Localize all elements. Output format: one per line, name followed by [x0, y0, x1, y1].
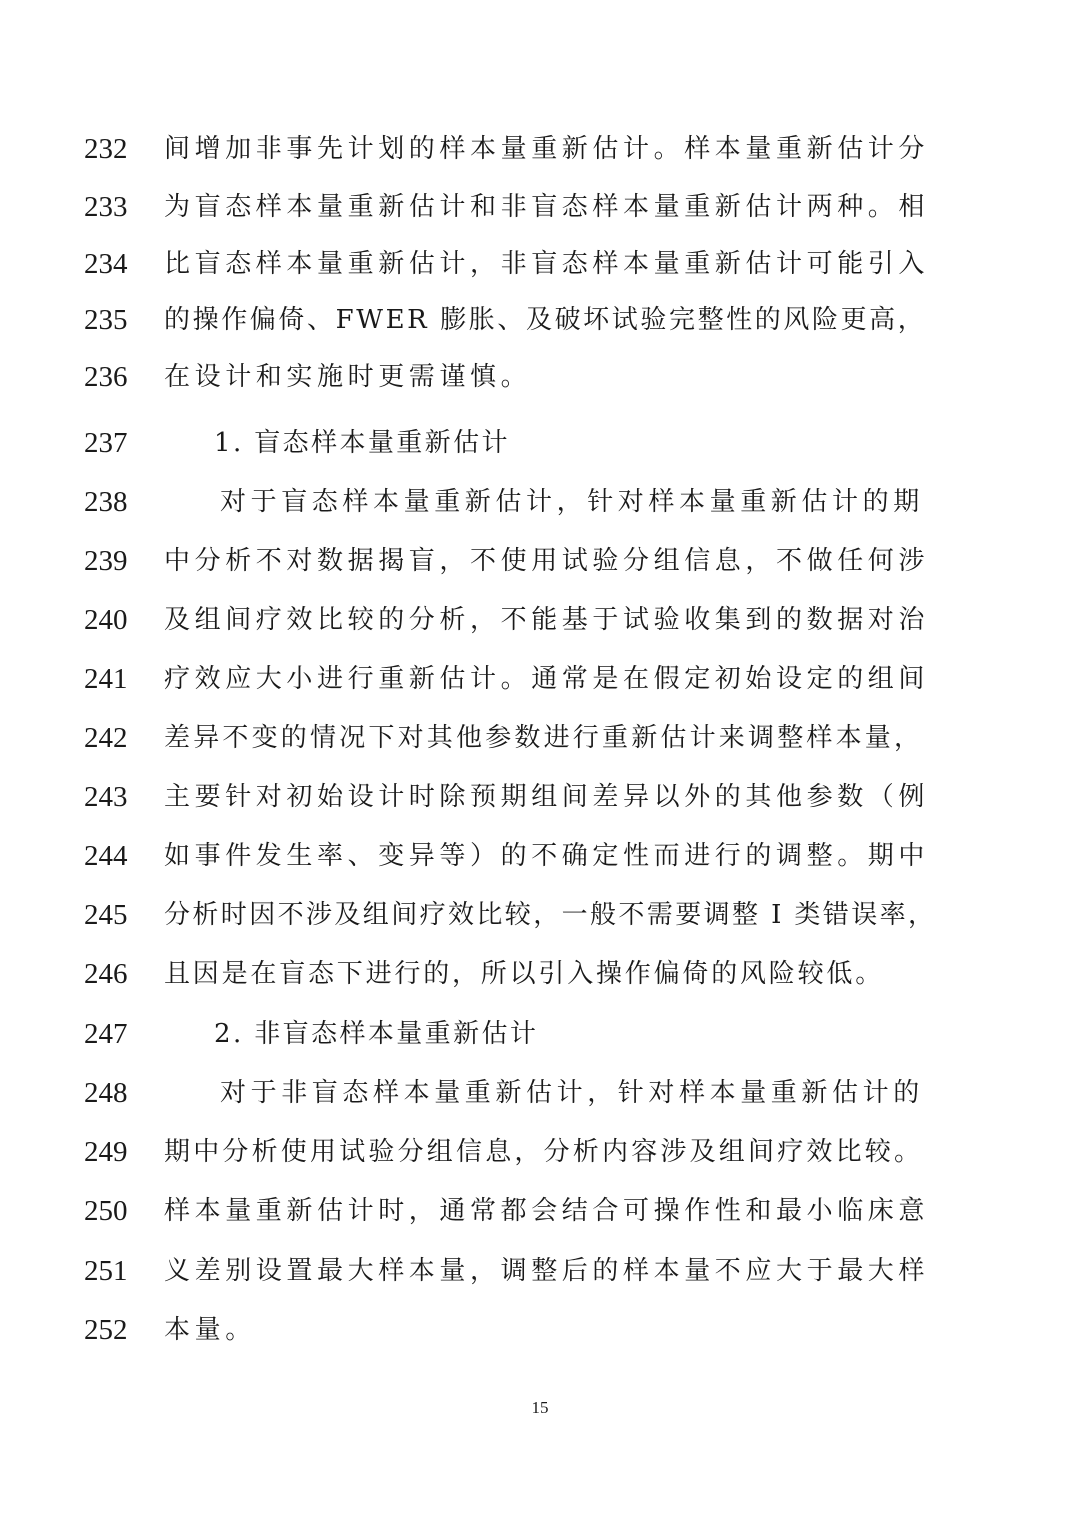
line-text: 对于盲态样本量重新估计，针对样本量重新估计的期 [220, 487, 924, 517]
line-number: 244 [84, 840, 128, 872]
text-line [0, 600, 1080, 659]
line-number: 237 [84, 427, 128, 459]
line-text: 且因是在盲态下进行的，所以引入操作偏倚的风险较低。 [164, 959, 885, 989]
text-line [0, 718, 1080, 777]
line-text: 期中分析使用试验分组信息，分析内容涉及组间疗效比较。 [164, 1137, 924, 1167]
text-line [0, 954, 1080, 1013]
text-line [0, 300, 1080, 359]
line-text: 义差别设置最大样本量，调整后的样本量不应大于最大样 [164, 1256, 930, 1286]
line-number: 252 [84, 1314, 128, 1346]
text-line [0, 129, 1080, 188]
section-heading-line [0, 423, 1080, 482]
section-heading: 2. 非盲态样本量重新估计 [214, 1019, 539, 1049]
text-line [0, 1191, 1080, 1250]
line-number: 235 [84, 304, 128, 336]
line-text: 中分析不对数据揭盲，不使用试验分组信息，不做任何涉 [164, 546, 930, 576]
line-text: 样本量重新估计时，通常都会结合可操作性和最小临床意 [164, 1196, 930, 1226]
line-text: 间增加非事先计划的样本量重新估计。样本量重新估计分 [164, 134, 930, 164]
line-number: 246 [84, 958, 128, 990]
line-number: 238 [84, 486, 128, 518]
text-line [0, 1132, 1080, 1191]
line-text: 主要针对初始设计时除预期组间差异以外的其他参数（例 [164, 782, 930, 812]
line-number: 233 [84, 191, 128, 223]
line-text: 分析时因不涉及组间疗效比较，一般不需要调整 I 类错误率， [164, 900, 937, 930]
line-number: 240 [84, 604, 128, 636]
line-number: 241 [84, 663, 128, 695]
line-number: 247 [84, 1018, 128, 1050]
line-number: 249 [84, 1136, 128, 1168]
line-number: 250 [84, 1195, 128, 1227]
line-number: 248 [84, 1077, 128, 1109]
text-line [0, 482, 1080, 541]
line-text: 对于非盲态样本量重新估计，针对样本量重新估计的 [220, 1078, 924, 1108]
line-text: 的操作偏倚、FWER 膨胀、及破坏试验完整性的风险更高， [164, 305, 927, 335]
line-text: 比盲态样本量重新估计，非盲态样本量重新估计可能引入 [164, 249, 930, 279]
line-number: 251 [84, 1255, 128, 1287]
line-text: 及组间疗效比较的分析，不能基于试验收集到的数据对治 [164, 605, 930, 635]
section-heading-line [0, 1014, 1080, 1073]
text-line [0, 1073, 1080, 1132]
line-number: 243 [84, 781, 128, 813]
line-number: 234 [84, 248, 128, 280]
line-text: 如事件发生率、变异等）的不确定性而进行的调整。期中 [164, 841, 930, 871]
line-number: 242 [84, 722, 128, 754]
line-text: 疗效应大小进行重新估计。通常是在假定初始设定的组间 [164, 664, 930, 694]
line-text: 在设计和实施时更需谨慎。 [164, 362, 532, 392]
text-line [0, 659, 1080, 718]
text-line [0, 1310, 1080, 1369]
page-number: 15 [531, 1398, 549, 1417]
line-text: 为盲态样本量重新估计和非盲态样本量重新估计两种。相 [164, 192, 930, 222]
text-line [0, 777, 1080, 836]
text-line [0, 895, 1080, 954]
text-line [0, 541, 1080, 600]
line-number: 245 [84, 899, 128, 931]
text-line [0, 244, 1080, 303]
text-line [0, 1251, 1080, 1310]
text-line [0, 836, 1080, 895]
section-heading: 1. 盲态样本量重新估计 [214, 428, 510, 458]
line-number: 232 [84, 133, 128, 165]
text-line [0, 187, 1080, 246]
text-line [0, 357, 1080, 416]
line-number: 236 [84, 361, 128, 393]
line-number: 239 [84, 545, 128, 577]
line-text: 本量。 [164, 1315, 256, 1345]
line-text: 差异不变的情况下对其他参数进行重新估计来调整样本量， [164, 723, 924, 753]
